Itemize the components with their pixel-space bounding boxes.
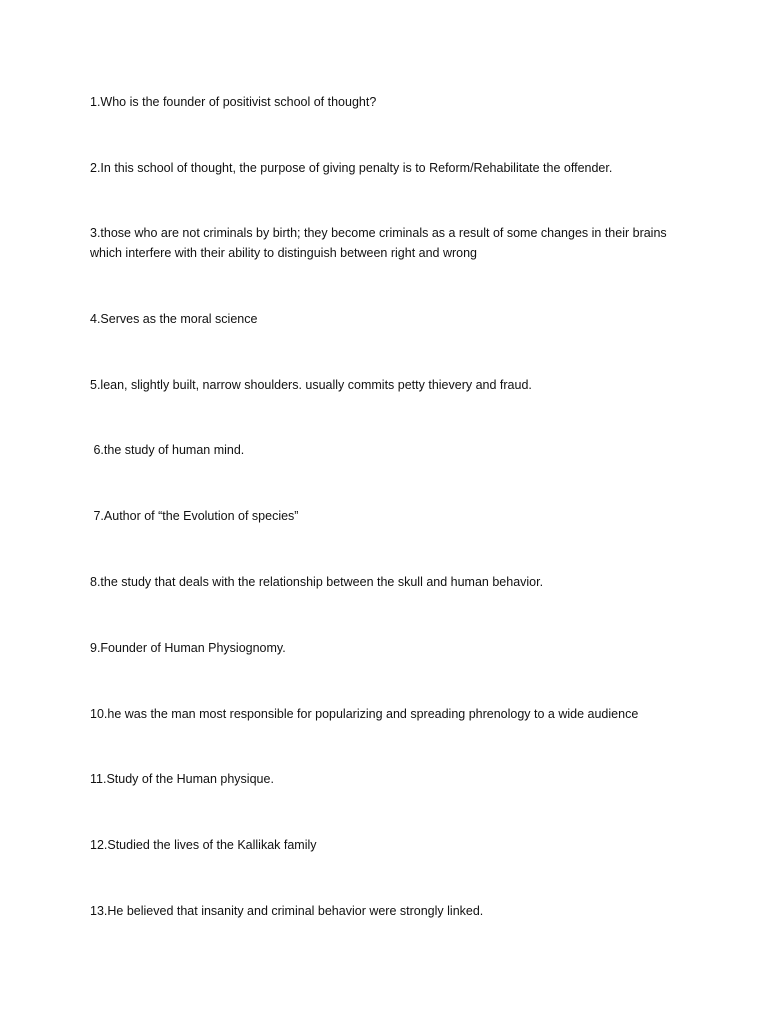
question-7: 7.Author of “the Evolution of species” (90, 509, 299, 523)
question-3: 3.those who are not criminals by birth; they become criminals as a result of some changes in their brains which interfere with their ability to distinguish between right and wrong (90, 226, 671, 260)
question-4: 4.Serves as the moral science (90, 312, 258, 326)
question-6: 6.the study of human mind. (90, 443, 245, 457)
question-5: 5.lean, slightly built, narrow shoulders. usually commits petty thievery and fraud. (90, 378, 532, 392)
question-13: 13.He believed that insanity and criminal behavior were strongly linked. (90, 904, 484, 918)
question-1: 1.Who is the founder of positivist school of thought? (90, 95, 377, 109)
question-11: 11.Study of the Human physique. (90, 772, 274, 786)
question-2: 2.In this school of thought, the purpose of giving penalty is to Reform/Rehabilitate the offender. (90, 161, 613, 175)
question-8: 8.the study that deals with the relationship between the skull and human behavior. (90, 575, 544, 589)
question-10: 10.he was the man most responsible for popularizing and spreading phrenology to a wide audience (90, 707, 639, 721)
question-12: 12.Studied the lives of the Kallikak family (90, 838, 317, 852)
question-9: 9.Founder of Human Physiognomy. (90, 641, 286, 655)
